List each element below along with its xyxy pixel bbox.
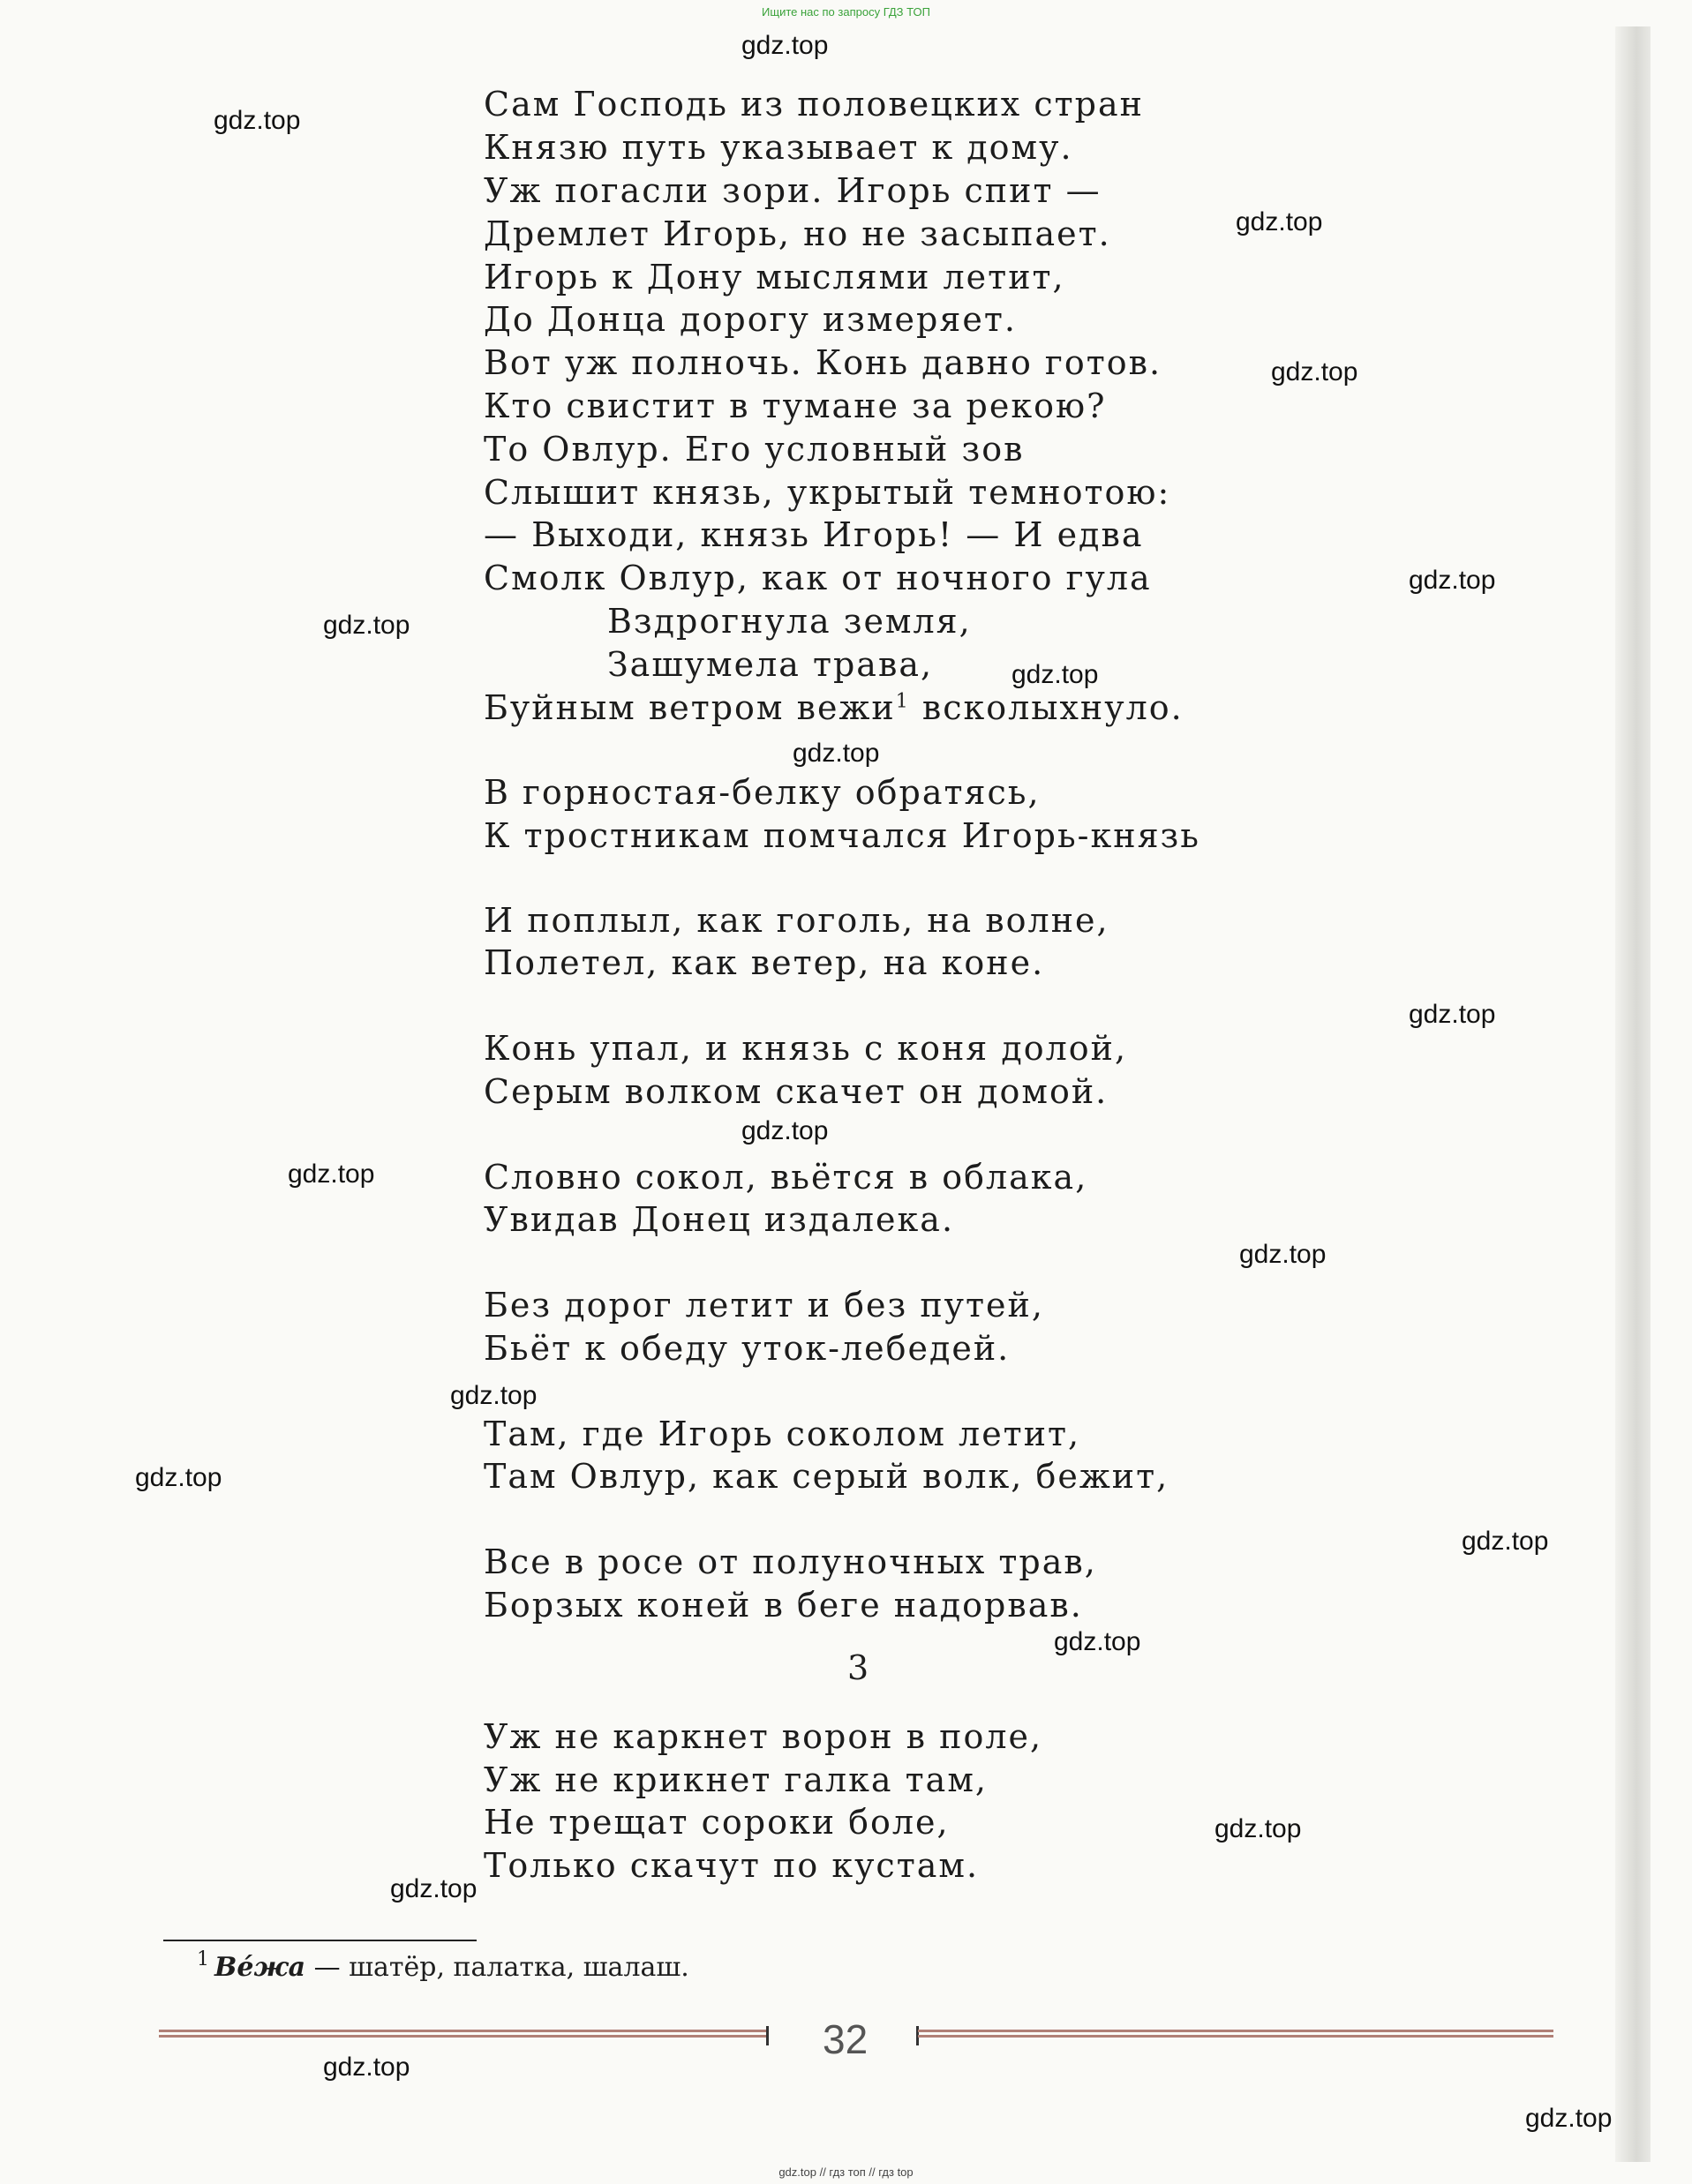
poem-line: Уж не крикнет галка там, [484,1760,988,1799]
poem-line: Там Овлур, как серый волк, бежит, [484,1457,1169,1496]
poem-line: Князю путь указывает к дому. [484,128,1073,167]
watermark: gdz.top [1409,566,1496,595]
poem-line: Кто свистит в тумане за рекою? [484,387,1107,425]
section-number: 3 [847,1648,869,1687]
poem-line: Словно сокол, вьётся в облака, [484,1158,1088,1197]
veji-line-end: всколыхнуло. [909,688,1184,727]
watermark: gdz.top [323,611,410,640]
poem-line: И поплыл, как гоголь, на волне, [484,901,1109,940]
poem-line: Смолк Овлур, как от ночного гула [484,559,1152,597]
poem-line: Дремлет Игорь, но не засыпает. [484,214,1111,253]
poem-line: Все в росе от полуночных трав, [484,1542,1097,1581]
footnote-term: Вéжа [214,1952,306,1983]
watermark: gdz.top [1054,1627,1141,1656]
poem-line: Не трещат сороки боле, [484,1803,950,1842]
watermark: gdz.top [1239,1240,1327,1269]
footnote [197,1948,689,1983]
watermark: gdz.top [1236,207,1323,236]
poem-line: Вот уж полночь. Конь давно готов. [484,343,1162,382]
watermark: gdz.top [214,106,301,135]
poem-line: К тростникам помчался Игорь-князь [484,816,1200,855]
watermark: gdz.top [1462,1527,1549,1556]
footer-rule-cap-left [766,2026,769,2045]
poem-line: Борзых коней в беге надорвав. [484,1586,1083,1625]
top-banner: Ищите нас по запросу ГДЗ ТОП [762,5,930,19]
poem-line: Уж погасли зори. Игорь спит — [484,171,1102,210]
poem-line: В горностая-белку обратясь, [484,773,1041,812]
watermark: gdz.top [1011,660,1099,689]
footnote-reference: 1 [895,690,910,713]
watermark: gdz.top [1214,1814,1302,1843]
poem-line: То Овлур. Его условный зов [484,430,1025,469]
watermark: gdz.top [1525,2104,1613,2133]
watermark: gdz.top [741,1116,829,1145]
poem-line: До Донца дорогу измеряет. [484,300,1017,339]
poem-line: Игорь к Дону мыслями летит, [484,258,1065,296]
watermark: gdz.top [288,1160,375,1189]
poem-line: Увидав Донец издалека. [484,1200,955,1239]
poem-line: Вздрогнула земля, [607,602,972,641]
poem-line: Бьёт к обеду уток-лебедей. [484,1329,1011,1368]
watermark: gdz.top [450,1381,538,1410]
watermark: gdz.top [741,31,829,60]
watermark: gdz.top [1271,357,1358,387]
page-edge-shadow [1615,26,1651,2162]
watermark: gdz.top [390,1874,478,1903]
footer-rule-left [159,2030,768,2042]
watermark: gdz.top [793,739,880,768]
watermark: gdz.top [135,1463,222,1492]
poem-line: Сам Господь из половецких стран [484,85,1144,124]
bottom-banner: gdz.top // гдз топ // гдз top [778,2165,914,2179]
poem-line: Слышит князь, укрытый темнотою: [484,473,1171,512]
poem-line: Без дорог летит и без путей, [484,1286,1044,1325]
poem-line: Уж не каркнет ворон в поле, [484,1717,1043,1756]
poem-line: — Выходи, князь Игорь! — И едва [484,515,1144,554]
poem-line-veji [484,688,1184,727]
footnote-definition: — шатёр, палатка, шалаш. [305,1952,689,1983]
footnote-divider [163,1940,477,1941]
poem-line: Конь упал, и князь с коня долой, [484,1029,1128,1068]
watermark: gdz.top [1409,1000,1496,1029]
watermark: gdz.top [323,2053,410,2082]
veji-line-start: Буйным ветром вежи [484,688,896,727]
footnote-mark: 1 [197,1948,209,1970]
poem-line: Полетел, как ветер, на коне. [484,943,1045,982]
poem-line: Только скачут по кустам. [484,1846,980,1885]
poem-line: Зашумела трава, [607,645,934,684]
poem-line: Там, где Игорь соколом летит, [484,1415,1081,1453]
footer-rule-right [918,2030,1553,2042]
poem-line: Серым волком скачет он домой. [484,1072,1109,1111]
page-number: 32 [823,2016,869,2062]
